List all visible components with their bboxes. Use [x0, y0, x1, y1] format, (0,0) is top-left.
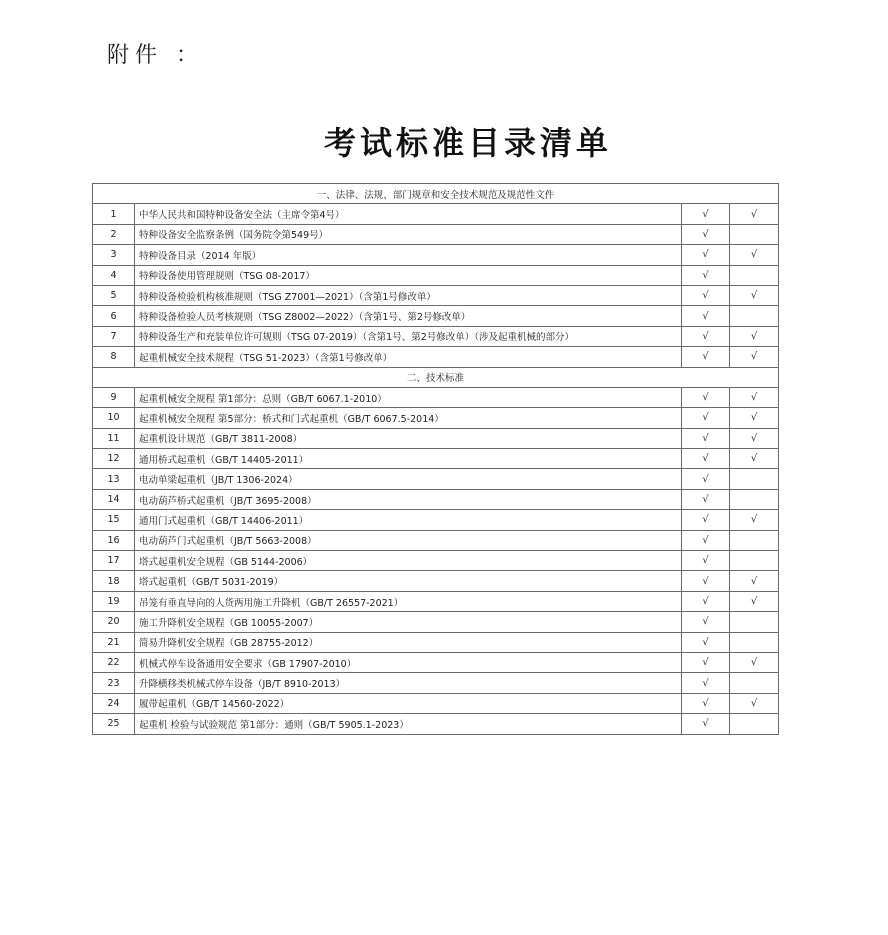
standard-name: 履带起重机（GB/T 14560-2022） [135, 693, 682, 713]
standard-name: 施工升降机安全规程（GB 10055-2007） [135, 612, 682, 632]
check-cell-2 [730, 285, 779, 305]
table-row [93, 204, 779, 224]
table-row [93, 306, 779, 326]
row-number: 11 [93, 428, 135, 448]
standard-name: 电动单梁起重机（JB/T 1306-2024） [135, 469, 682, 489]
check-mark-icon: √ [702, 330, 709, 342]
standard-name: 特种设备生产和充装单位许可规则（TSG 07-2019）（含第1号、第2号修改单）（涉及起重机械的部分） [135, 326, 682, 346]
row-number: 14 [93, 489, 135, 509]
check-cell-2 [730, 530, 779, 550]
check-cell-1 [682, 612, 730, 632]
standard-name: 特种设备目录（2014 年版） [135, 245, 682, 265]
row-number: 5 [93, 285, 135, 305]
check-cell-2 [730, 571, 779, 591]
row-number: 22 [93, 652, 135, 672]
section-heading: 二、技术标准 [93, 367, 779, 387]
check-cell-2 [730, 265, 779, 285]
row-number: 20 [93, 612, 135, 632]
check-cell-1 [682, 347, 730, 367]
check-mark-icon: √ [702, 412, 709, 424]
standard-name: 塔式起重机（GB/T 5031-2019） [135, 571, 682, 591]
standard-name: 起重机械安全规程 第1部分：总则（GB/T 6067.1-2010） [135, 387, 682, 407]
check-mark-icon: √ [702, 534, 709, 546]
check-cell-1 [682, 551, 730, 571]
check-mark-icon: √ [750, 575, 758, 587]
standard-name: 通用桥式起重机（GB/T 14405-2011） [135, 449, 682, 469]
check-mark-icon: √ [750, 596, 758, 607]
check-cell-1 [682, 652, 730, 672]
check-mark-icon: √ [702, 249, 709, 261]
table-row [93, 285, 779, 305]
table-row [93, 347, 779, 367]
check-cell-1 [682, 489, 730, 509]
row-number: 21 [93, 632, 135, 652]
check-cell-1 [682, 571, 730, 591]
check-cell-1 [682, 714, 730, 734]
row-number: 2 [93, 224, 135, 244]
check-cell-1 [682, 469, 730, 489]
check-mark-icon: √ [702, 575, 709, 587]
check-mark-icon: √ [702, 351, 709, 363]
table-row [93, 632, 779, 652]
check-mark-icon: √ [750, 351, 758, 363]
standard-name: 特种设备检验机构核准规则（TSG Z7001—2021）（含第1号修改单） [135, 285, 682, 305]
row-number: 1 [93, 204, 135, 224]
table-row [93, 326, 779, 346]
standard-name: 起重机械安全规程 第5部分：桥式和门式起重机（GB/T 6067.5-2014） [135, 408, 682, 428]
check-mark-icon: √ [750, 392, 758, 404]
check-cell-1 [682, 265, 730, 285]
row-number: 24 [93, 693, 135, 713]
check-cell-1 [682, 673, 730, 693]
check-cell-1 [682, 387, 730, 407]
check-mark-icon: √ [702, 697, 709, 709]
check-cell-1 [682, 224, 730, 244]
table-row [93, 387, 779, 407]
table-row [93, 489, 779, 509]
standard-name: 机械式停车设备通用安全要求（GB 17907-2010） [135, 652, 682, 672]
table-row [93, 693, 779, 713]
section-heading-row [93, 367, 779, 387]
check-cell-2 [730, 551, 779, 571]
check-cell-2 [730, 245, 779, 265]
check-cell-2 [730, 347, 779, 367]
check-cell-2 [730, 469, 779, 489]
check-cell-1 [682, 204, 730, 224]
row-number: 8 [93, 347, 135, 367]
check-mark-icon: √ [702, 718, 709, 730]
standard-name: 起重机 检验与试验规范 第1部分：通则（GB/T 5905.1-2023） [135, 714, 682, 734]
check-mark-icon: √ [750, 330, 758, 342]
table-row [93, 428, 779, 448]
section-heading: 一、法律、法规、部门规章和安全技术规范及规范性文件 [93, 184, 779, 204]
row-number: 6 [93, 306, 135, 326]
table-row [93, 612, 779, 632]
check-cell-2 [730, 591, 779, 611]
check-cell-1 [682, 510, 730, 530]
standard-name: 塔式起重机安全规程（GB 5144-2006） [135, 551, 682, 571]
check-cell-2 [730, 326, 779, 346]
row-number: 17 [93, 551, 135, 571]
row-number: 25 [93, 714, 135, 734]
check-mark-icon: √ [750, 432, 758, 444]
check-cell-2 [730, 612, 779, 632]
check-mark-icon: √ [702, 677, 709, 689]
standard-name: 简易升降机安全规程（GB 28755-2012） [135, 632, 682, 652]
check-mark-icon: √ [702, 208, 709, 220]
check-mark-icon: √ [750, 290, 758, 302]
check-cell-1 [682, 530, 730, 550]
table-row [93, 265, 779, 285]
check-cell-1 [682, 632, 730, 652]
standard-name: 升降横移类机械式停车设备（JB/T 8910-2013） [135, 673, 682, 693]
row-number: 16 [93, 530, 135, 550]
check-cell-2 [730, 224, 779, 244]
table-row [93, 673, 779, 693]
table-row [93, 571, 779, 591]
check-cell-1 [682, 449, 730, 469]
standard-name: 中华人民共和国特种设备安全法（主席令第4号） [135, 204, 682, 224]
row-number: 3 [93, 245, 135, 265]
check-mark-icon: √ [702, 290, 709, 302]
standards-catalog-table [92, 183, 779, 735]
table-row [93, 245, 779, 265]
check-cell-2 [730, 489, 779, 509]
row-number: 4 [93, 265, 135, 285]
table-row [93, 551, 779, 571]
attachment-label: 附件 ： [107, 43, 204, 68]
check-cell-2 [730, 306, 779, 326]
row-number: 13 [93, 469, 135, 489]
check-mark-icon: √ [750, 249, 758, 261]
table-row [93, 469, 779, 489]
standard-name: 电动葫芦桥式起重机（JB/T 3695-2008） [135, 489, 682, 509]
table-row [93, 652, 779, 672]
check-mark-icon: √ [702, 432, 709, 444]
check-mark-icon: √ [702, 473, 709, 485]
standard-name: 电动葫芦门式起重机（JB/T 5663-2008） [135, 530, 682, 550]
check-mark-icon: √ [702, 392, 709, 404]
check-mark-icon: √ [702, 310, 709, 322]
check-cell-2 [730, 408, 779, 428]
check-mark-icon: √ [750, 412, 758, 424]
row-number: 9 [93, 387, 135, 407]
standard-name: 特种设备检验人员考核规则（TSG Z8002—2022）（含第1号、第2号修改单） [135, 306, 682, 326]
row-number: 15 [93, 510, 135, 530]
check-mark-icon: √ [702, 657, 709, 669]
check-mark-icon: √ [750, 453, 758, 465]
check-cell-2 [730, 449, 779, 469]
check-cell-2 [730, 387, 779, 407]
check-mark-icon: √ [750, 657, 758, 669]
table-row [93, 714, 779, 734]
check-cell-2 [730, 652, 779, 672]
standard-name: 起重机设计规范（GB/T 3811-2008） [135, 428, 682, 448]
check-cell-2 [730, 204, 779, 224]
check-mark-icon: √ [702, 494, 709, 506]
document-title: 考试标准目录清单 [323, 124, 612, 162]
table-row [93, 510, 779, 530]
table-row [93, 224, 779, 244]
check-mark-icon: √ [750, 208, 758, 220]
check-cell-2 [730, 693, 779, 713]
check-cell-1 [682, 285, 730, 305]
check-cell-1 [682, 326, 730, 346]
check-cell-2 [730, 714, 779, 734]
row-number: 18 [93, 571, 135, 591]
check-cell-2 [730, 428, 779, 448]
row-number: 19 [93, 591, 135, 611]
check-mark-icon: √ [702, 228, 709, 240]
row-number: 12 [93, 449, 135, 469]
check-cell-1 [682, 591, 730, 611]
check-mark-icon: √ [750, 697, 758, 709]
table-row [93, 591, 779, 611]
row-number: 10 [93, 408, 135, 428]
check-cell-1 [682, 693, 730, 713]
standard-name: 起重机械安全技术规程（TSG 51-2023）（含第1号修改单） [135, 347, 682, 367]
check-mark-icon: √ [702, 596, 709, 607]
check-cell-1 [682, 245, 730, 265]
check-mark-icon: √ [702, 636, 709, 648]
check-mark-icon: √ [702, 555, 709, 567]
check-cell-1 [682, 408, 730, 428]
check-mark-icon: √ [702, 514, 709, 526]
check-cell-1 [682, 306, 730, 326]
row-number: 23 [93, 673, 135, 693]
check-mark-icon: √ [750, 514, 758, 526]
row-number: 7 [93, 326, 135, 346]
table-row [93, 530, 779, 550]
check-cell-1 [682, 428, 730, 448]
table-row [93, 449, 779, 469]
check-mark-icon: √ [702, 453, 709, 465]
standard-name: 吊笼有垂直导向的人货两用施工升降机（GB/T 26557-2021） [135, 591, 682, 611]
standard-name: 通用门式起重机（GB/T 14406-2011） [135, 510, 682, 530]
check-cell-2 [730, 673, 779, 693]
check-mark-icon: √ [702, 269, 709, 281]
section-heading-row [93, 184, 779, 204]
standard-name: 特种设备安全监察条例（国务院令第549号） [135, 224, 682, 244]
standard-name: 特种设备使用管理规则（TSG 08-2017） [135, 265, 682, 285]
check-cell-2 [730, 632, 779, 652]
check-mark-icon: √ [702, 616, 709, 628]
table-row [93, 408, 779, 428]
check-cell-2 [730, 510, 779, 530]
